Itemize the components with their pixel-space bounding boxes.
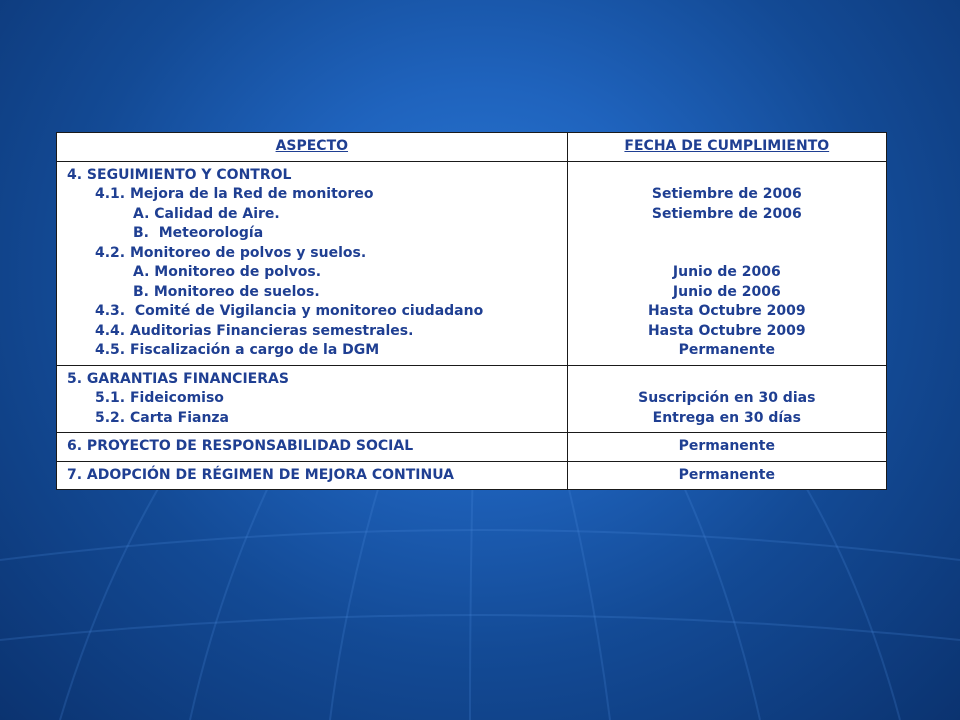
section-heading: 5. GARANTIAS FINANCIERAS [67, 370, 289, 387]
section-heading: 4. SEGUIMIENTO Y CONTROL [67, 166, 292, 183]
subitem: 4.2. Monitoreo de polvos y suelos. [95, 244, 367, 261]
aspect-cell [57, 365, 568, 433]
aspect-cell [57, 461, 568, 490]
spacer [578, 166, 876, 186]
table-row [57, 365, 887, 433]
subitem: 4.5. Fiscalización a cargo de la DGM [95, 342, 380, 358]
subsubitem: B. Monitoreo de suelos. [133, 283, 320, 300]
table-row [57, 161, 887, 365]
spacer [578, 224, 876, 244]
date-value: Permanente [678, 466, 775, 483]
header-fecha-label: FECHA DE CUMPLIMIENTO [624, 138, 830, 154]
table-row [57, 433, 887, 462]
date-value: Junio de 2006 [672, 283, 781, 300]
date-value: Junio de 2006 [672, 264, 781, 280]
section-heading: 6. PROYECTO DE RESPONSABILIDAD SOCIAL [67, 438, 414, 454]
aspect-cell [57, 161, 568, 365]
subsubitem: A. Calidad de Aire. [133, 205, 280, 222]
date-cell [567, 461, 886, 490]
date-value: Hasta Octubre 2009 [647, 322, 806, 339]
date-value: Suscripción en 30 dias [638, 390, 816, 406]
header-fecha [567, 133, 886, 162]
compliance-table [56, 132, 887, 490]
header-aspecto-label: ASPECTO [275, 138, 349, 154]
table-header-row [57, 133, 887, 162]
subitem: 4.1. Mejora de la Red de monitoreo [95, 186, 374, 202]
table-row [57, 461, 887, 490]
subitem: 4.3. Comité de Vigilancia y monitoreo ciudadano [95, 303, 484, 319]
spacer [578, 370, 876, 390]
date-value: Setiembre de 2006 [651, 186, 802, 202]
subsubitem: B. Meteorología [133, 225, 264, 241]
spacer [578, 244, 876, 264]
aspect-cell [57, 433, 568, 462]
date-value: Hasta Octubre 2009 [647, 303, 806, 319]
header-aspecto [57, 133, 568, 162]
section-heading: 7. ADOPCIÓN DE RÉGIMEN DE MEJORA CONTINUA [67, 466, 455, 483]
date-value: Permanente [678, 342, 775, 358]
subitem: 5.1. Fideicomiso [95, 390, 224, 406]
subitem: 4.4. Auditorias Financieras semestrales. [95, 322, 414, 339]
date-cell [567, 161, 886, 365]
date-value: Entrega en 30 días [652, 409, 801, 426]
subsubitem: A. Monitoreo de polvos. [133, 264, 322, 280]
date-value: Permanente [678, 438, 775, 454]
subitem: 5.2. Carta Fianza [95, 409, 230, 426]
date-value: Setiembre de 2006 [651, 205, 802, 222]
date-cell [567, 365, 886, 433]
date-cell [567, 433, 886, 462]
